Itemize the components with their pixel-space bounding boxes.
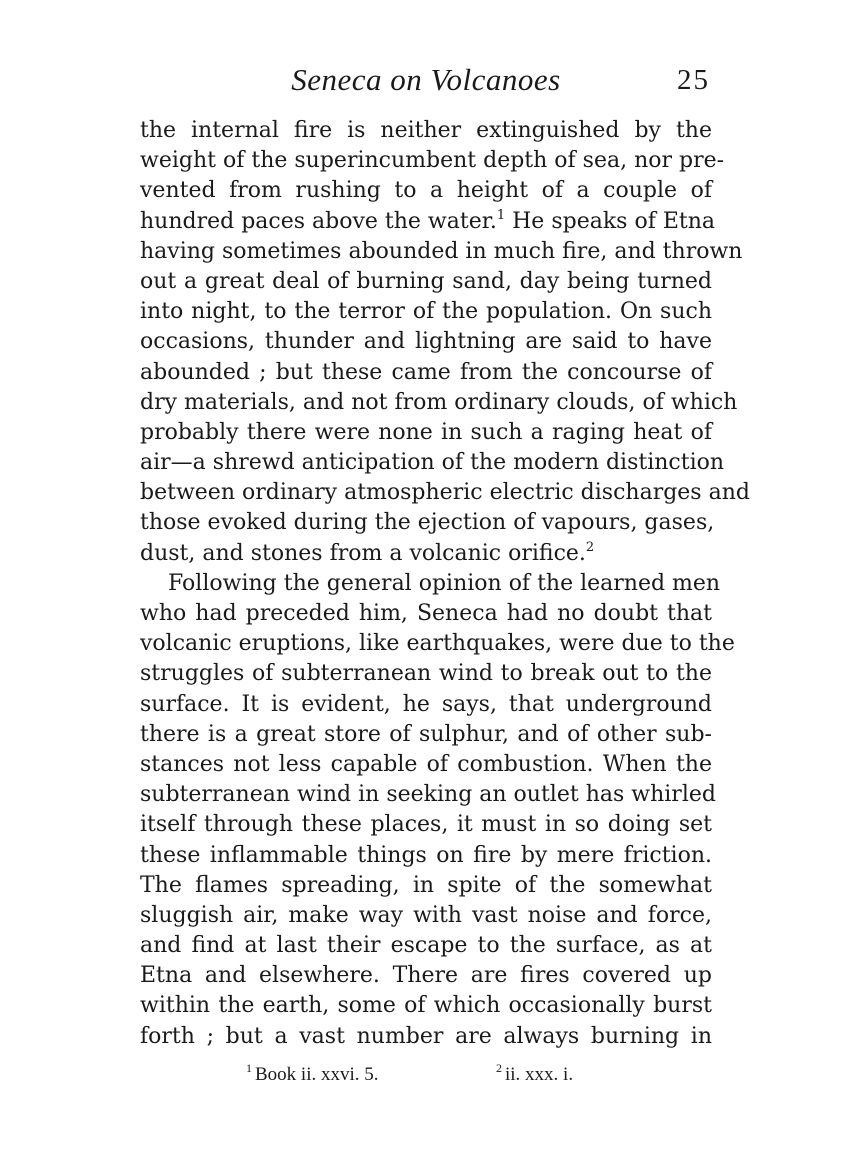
text-line: forth ; but a vast number are always burning in	[140, 1023, 712, 1049]
footnote-ref: 1	[496, 207, 506, 223]
text-line: sluggish air, make way with vast noise and force,	[140, 902, 712, 928]
footnote-marker: 2	[496, 1061, 502, 1075]
body-text	[140, 116, 750, 1052]
text-line: these inflammable things on fire by mere friction.	[140, 842, 712, 868]
text-line: there is a great store of sulphur, and of other sub-	[140, 721, 712, 747]
text-line-with-footnote	[140, 539, 712, 569]
text-line: Etna and elsewhere. There are fires covered up	[140, 963, 712, 989]
text-line: weight of the superincumbent depth of sea, nor pre-	[140, 148, 725, 174]
text-line: out a great deal of burning sand, day being turned	[140, 268, 712, 294]
text-line: the internal fire is neither extinguished by the	[140, 118, 712, 143]
text-line: occasions, thunder and lightning are said to have	[140, 329, 712, 355]
text-line: itself through these places, it must in so doing set	[140, 812, 712, 838]
footnotes	[140, 1061, 712, 1092]
text-line-with-footnote	[140, 207, 716, 237]
text-line: who had preceded him, Seneca had no doubt that	[140, 601, 712, 626]
text-line: and find at last their escape to the surface, as at	[140, 933, 712, 959]
text-line: stances not less capable of combustion. When the	[140, 751, 712, 777]
text-line: volcanic eruptions, like earthquakes, were due to the	[140, 631, 735, 657]
text-line: within the earth, some of which occasionally burst	[140, 993, 712, 1019]
text-line: subterranean wind in seeking an outlet has whirled	[140, 782, 716, 808]
footnote-text: ii. xxx. i.	[505, 1064, 574, 1085]
text-fragment: He speaks of Etna	[512, 208, 716, 234]
text-line: Following the general opinion of the learned men	[168, 570, 721, 596]
footnote-text: Book ii. xxvi. 5.	[255, 1064, 379, 1085]
text-fragment: hundred paces above the water.	[140, 208, 497, 234]
running-head	[140, 62, 712, 102]
text-line: into night, to the terror of the population. On such	[140, 299, 712, 325]
text-fragment: dust, and stones from a volcanic orifice.	[140, 540, 586, 566]
text-line: The flames spreading, in spite of the somewhat	[140, 872, 712, 898]
footnote-marker: 1	[246, 1061, 252, 1075]
page-number: 25	[677, 64, 710, 96]
text-line: struggles of subterranean wind to break out to the	[140, 661, 712, 687]
text-line: abounded ; but these came from the concourse of	[140, 359, 712, 385]
text-line: between ordinary atmospheric electric discharges and	[140, 480, 750, 506]
footnote-ref: 2	[585, 539, 595, 555]
footnote	[496, 1061, 574, 1086]
text-line: having sometimes abounded in much fire, and thrown	[140, 238, 743, 264]
text-line: probably there were none in such a raging heat of	[140, 419, 712, 445]
text-line: air—a shrewd anticipation of the modern distinction	[140, 450, 725, 476]
text-line: those evoked during the ejection of vapours, gases,	[140, 510, 715, 536]
text-line: surface. It is evident, he says, that underground	[140, 691, 712, 717]
text-line: dry materials, and not from ordinary clouds, of which	[140, 389, 738, 415]
running-title: Seneca on Volcanoes	[291, 62, 561, 97]
text-line: vented from rushing to a height of a couple of	[140, 178, 712, 204]
footnote	[246, 1061, 379, 1086]
